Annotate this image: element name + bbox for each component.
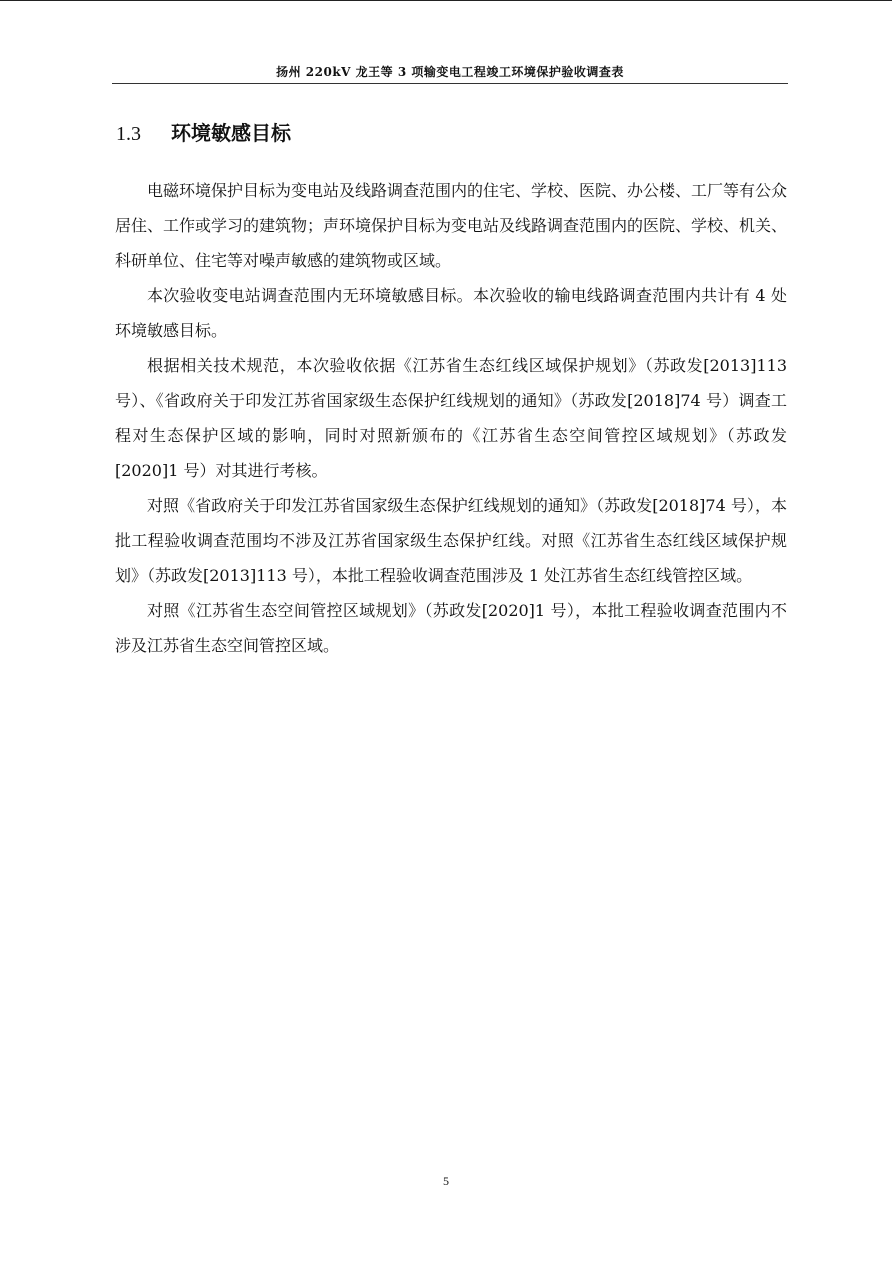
section-number: 1.3: [116, 123, 141, 145]
page-top-border: [0, 0, 892, 1]
header-rule: [112, 83, 788, 84]
paragraph: 对照《江苏省生态空间管控区域规划》（苏政发[2020]1 号），本批工程验收调查范围内不涉及江苏省生态空间管控区域。: [115, 601, 787, 655]
page-number: 5: [443, 1174, 449, 1188]
section-title: 环境敏感目标: [171, 121, 291, 145]
paragraph: 电磁环境保护目标为变电站及线路调查范围内的住宅、学校、医院、办公楼、工厂等有公众居住、工作或学习的建筑物；声环境保护目标为变电站及线路调查范围内的医院、学校、机关、科研单位、住宅等对噪声敏感的建筑物或区域。: [115, 181, 788, 270]
paragraph: 本次验收变电站调查范围内无环境敏感目标。本次验收的输电线路调查范围内共计有 4 处环境敏感目标。: [115, 286, 787, 340]
section-heading: [116, 120, 291, 147]
body-text: [115, 173, 787, 663]
running-header: 扬州 220kV 龙王等 3 项输变电工程竣工环境保护验收调查表: [276, 65, 624, 79]
paragraph: 根据相关技术规范，本次验收依据《江苏省生态红线区域保护规划》（苏政发[2013]113 号）、《省政府关于印发江苏省国家级生态保护红线规划的通知》（苏政发[2018]74 号）调查工程对生态保护区域的影响，同时对照新颁布的《江苏省生态空间管控区域规划》（苏政发[2020]1 号）对其进行考核。: [115, 356, 787, 480]
paragraph: 对照《省政府关于印发江苏省国家级生态保护红线规划的通知》（苏政发[2018]74 号），本批工程验收调查范围均不涉及江苏省国家级生态保护红线。对照《江苏省生态红线区域保护规划》（苏政发[2013]113 号），本批工程验收调查范围涉及 1 处江苏省生态红线管控区域。: [115, 496, 787, 585]
